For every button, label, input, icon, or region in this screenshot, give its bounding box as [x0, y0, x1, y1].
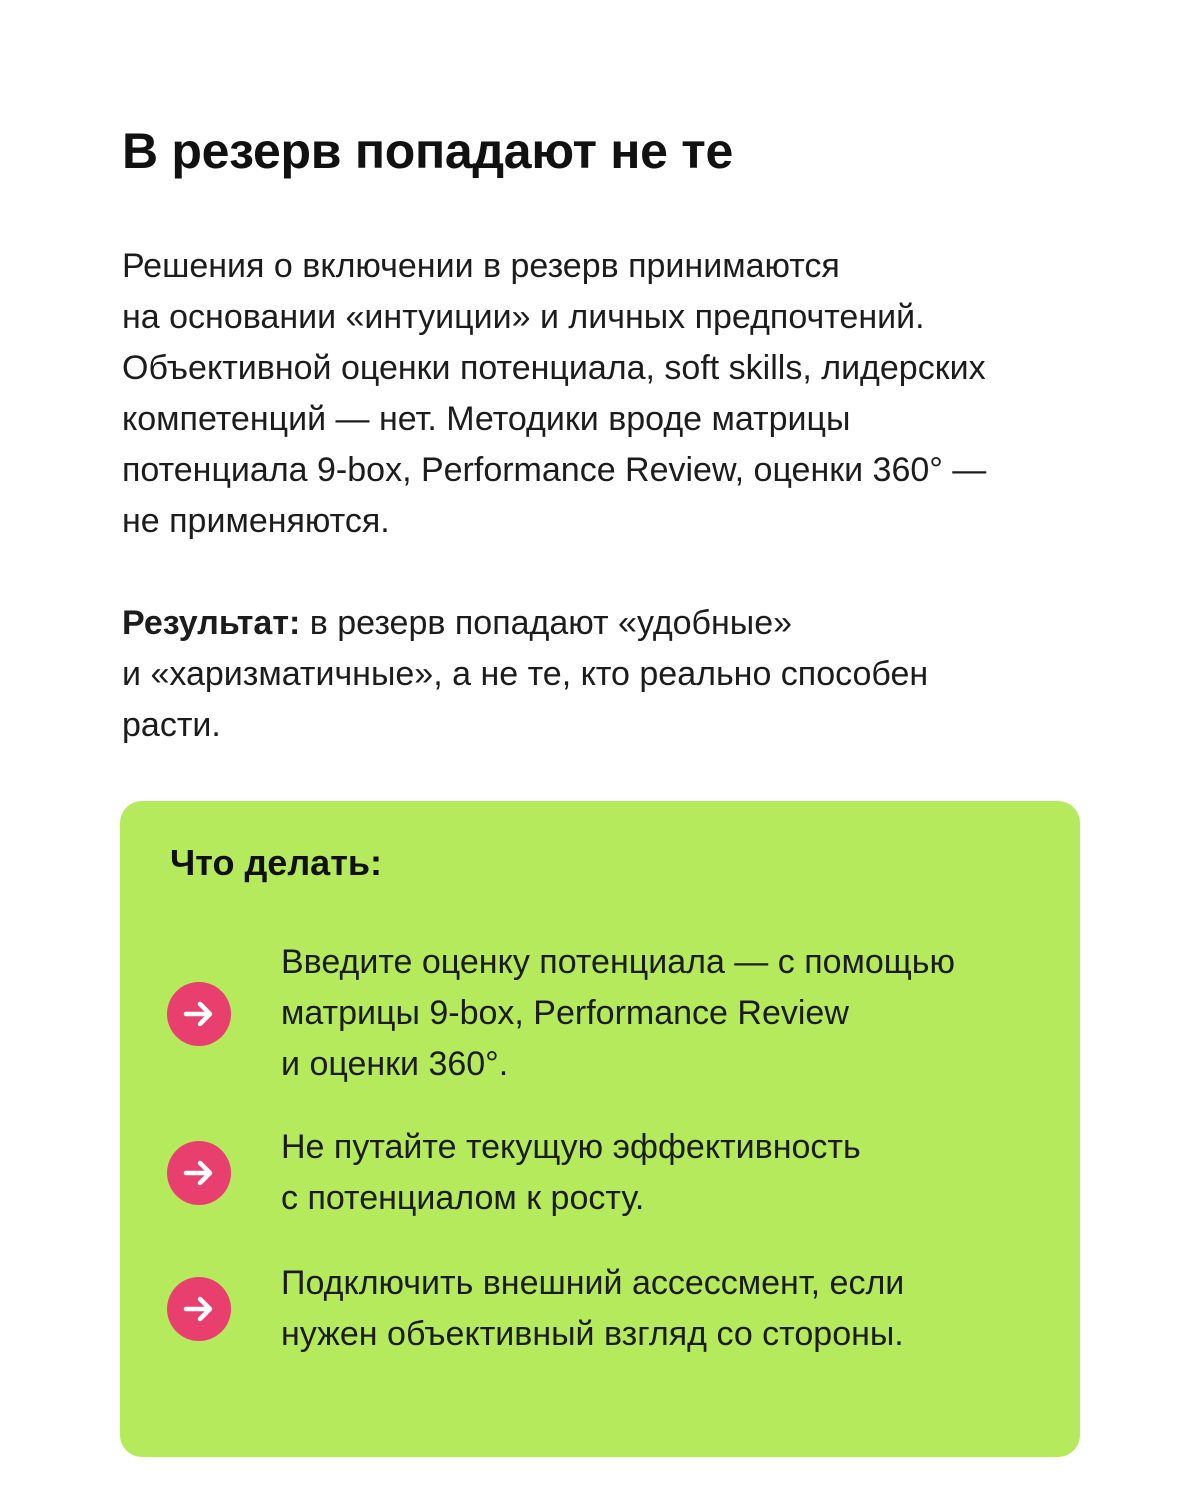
recommendation-item — [120, 1122, 1080, 1224]
recommendation-item — [120, 937, 1080, 1090]
problem-paragraph — [122, 241, 1102, 547]
result-label: Результат: — [122, 604, 301, 642]
arrow-right-circle-icon — [167, 1277, 231, 1341]
recommendation-line: и оценки 360°. — [281, 1045, 509, 1083]
problem-line: Решения о включении в резерв принимаются — [122, 247, 840, 285]
arrow-right-circle-icon — [167, 982, 231, 1046]
recommendation-line: Не путайте текущую эффективность — [281, 1128, 861, 1166]
result-first-line — [122, 598, 1102, 649]
result-text: в резерв попадают «удобные» — [300, 604, 793, 642]
recommendation-line: Подключить внешний ассессмент, если — [281, 1264, 905, 1302]
callout-title: Что делать: — [170, 842, 382, 883]
problem-line: компетенций — нет. Методики вроде матрицы — [122, 400, 851, 438]
recommendation-line: нужен объективный взгляд со стороны. — [281, 1315, 904, 1353]
recommendation-item — [120, 1258, 1080, 1360]
problem-line: Объективной оценки потенциала, soft skills, лидерских — [122, 349, 986, 387]
recommendation-text — [281, 1122, 1061, 1224]
recommendation-text — [281, 1258, 1061, 1360]
recommendation-line: с потенциалом к росту. — [281, 1179, 645, 1217]
problem-line: не применяются. — [122, 502, 390, 540]
result-paragraph — [122, 598, 1102, 751]
recommendation-text — [281, 937, 1061, 1090]
problem-line: потенциала 9-box, Performance Review, оценки 360° — — [122, 451, 987, 489]
result-line: и «харизматичные», а не те, кто реально способен — [122, 655, 929, 693]
page-title: В резерв попадают не те — [122, 123, 733, 179]
what-to-do-callout — [120, 801, 1080, 1457]
recommendation-line: Введите оценку потенциала — с помощью — [281, 943, 955, 981]
arrow-right-circle-icon — [167, 1141, 231, 1205]
result-line: расти. — [122, 706, 221, 744]
problem-line: на основании «интуиции» и личных предпочтений. — [122, 298, 925, 336]
recommendation-line: матрицы 9-box, Performance Review — [281, 994, 849, 1032]
